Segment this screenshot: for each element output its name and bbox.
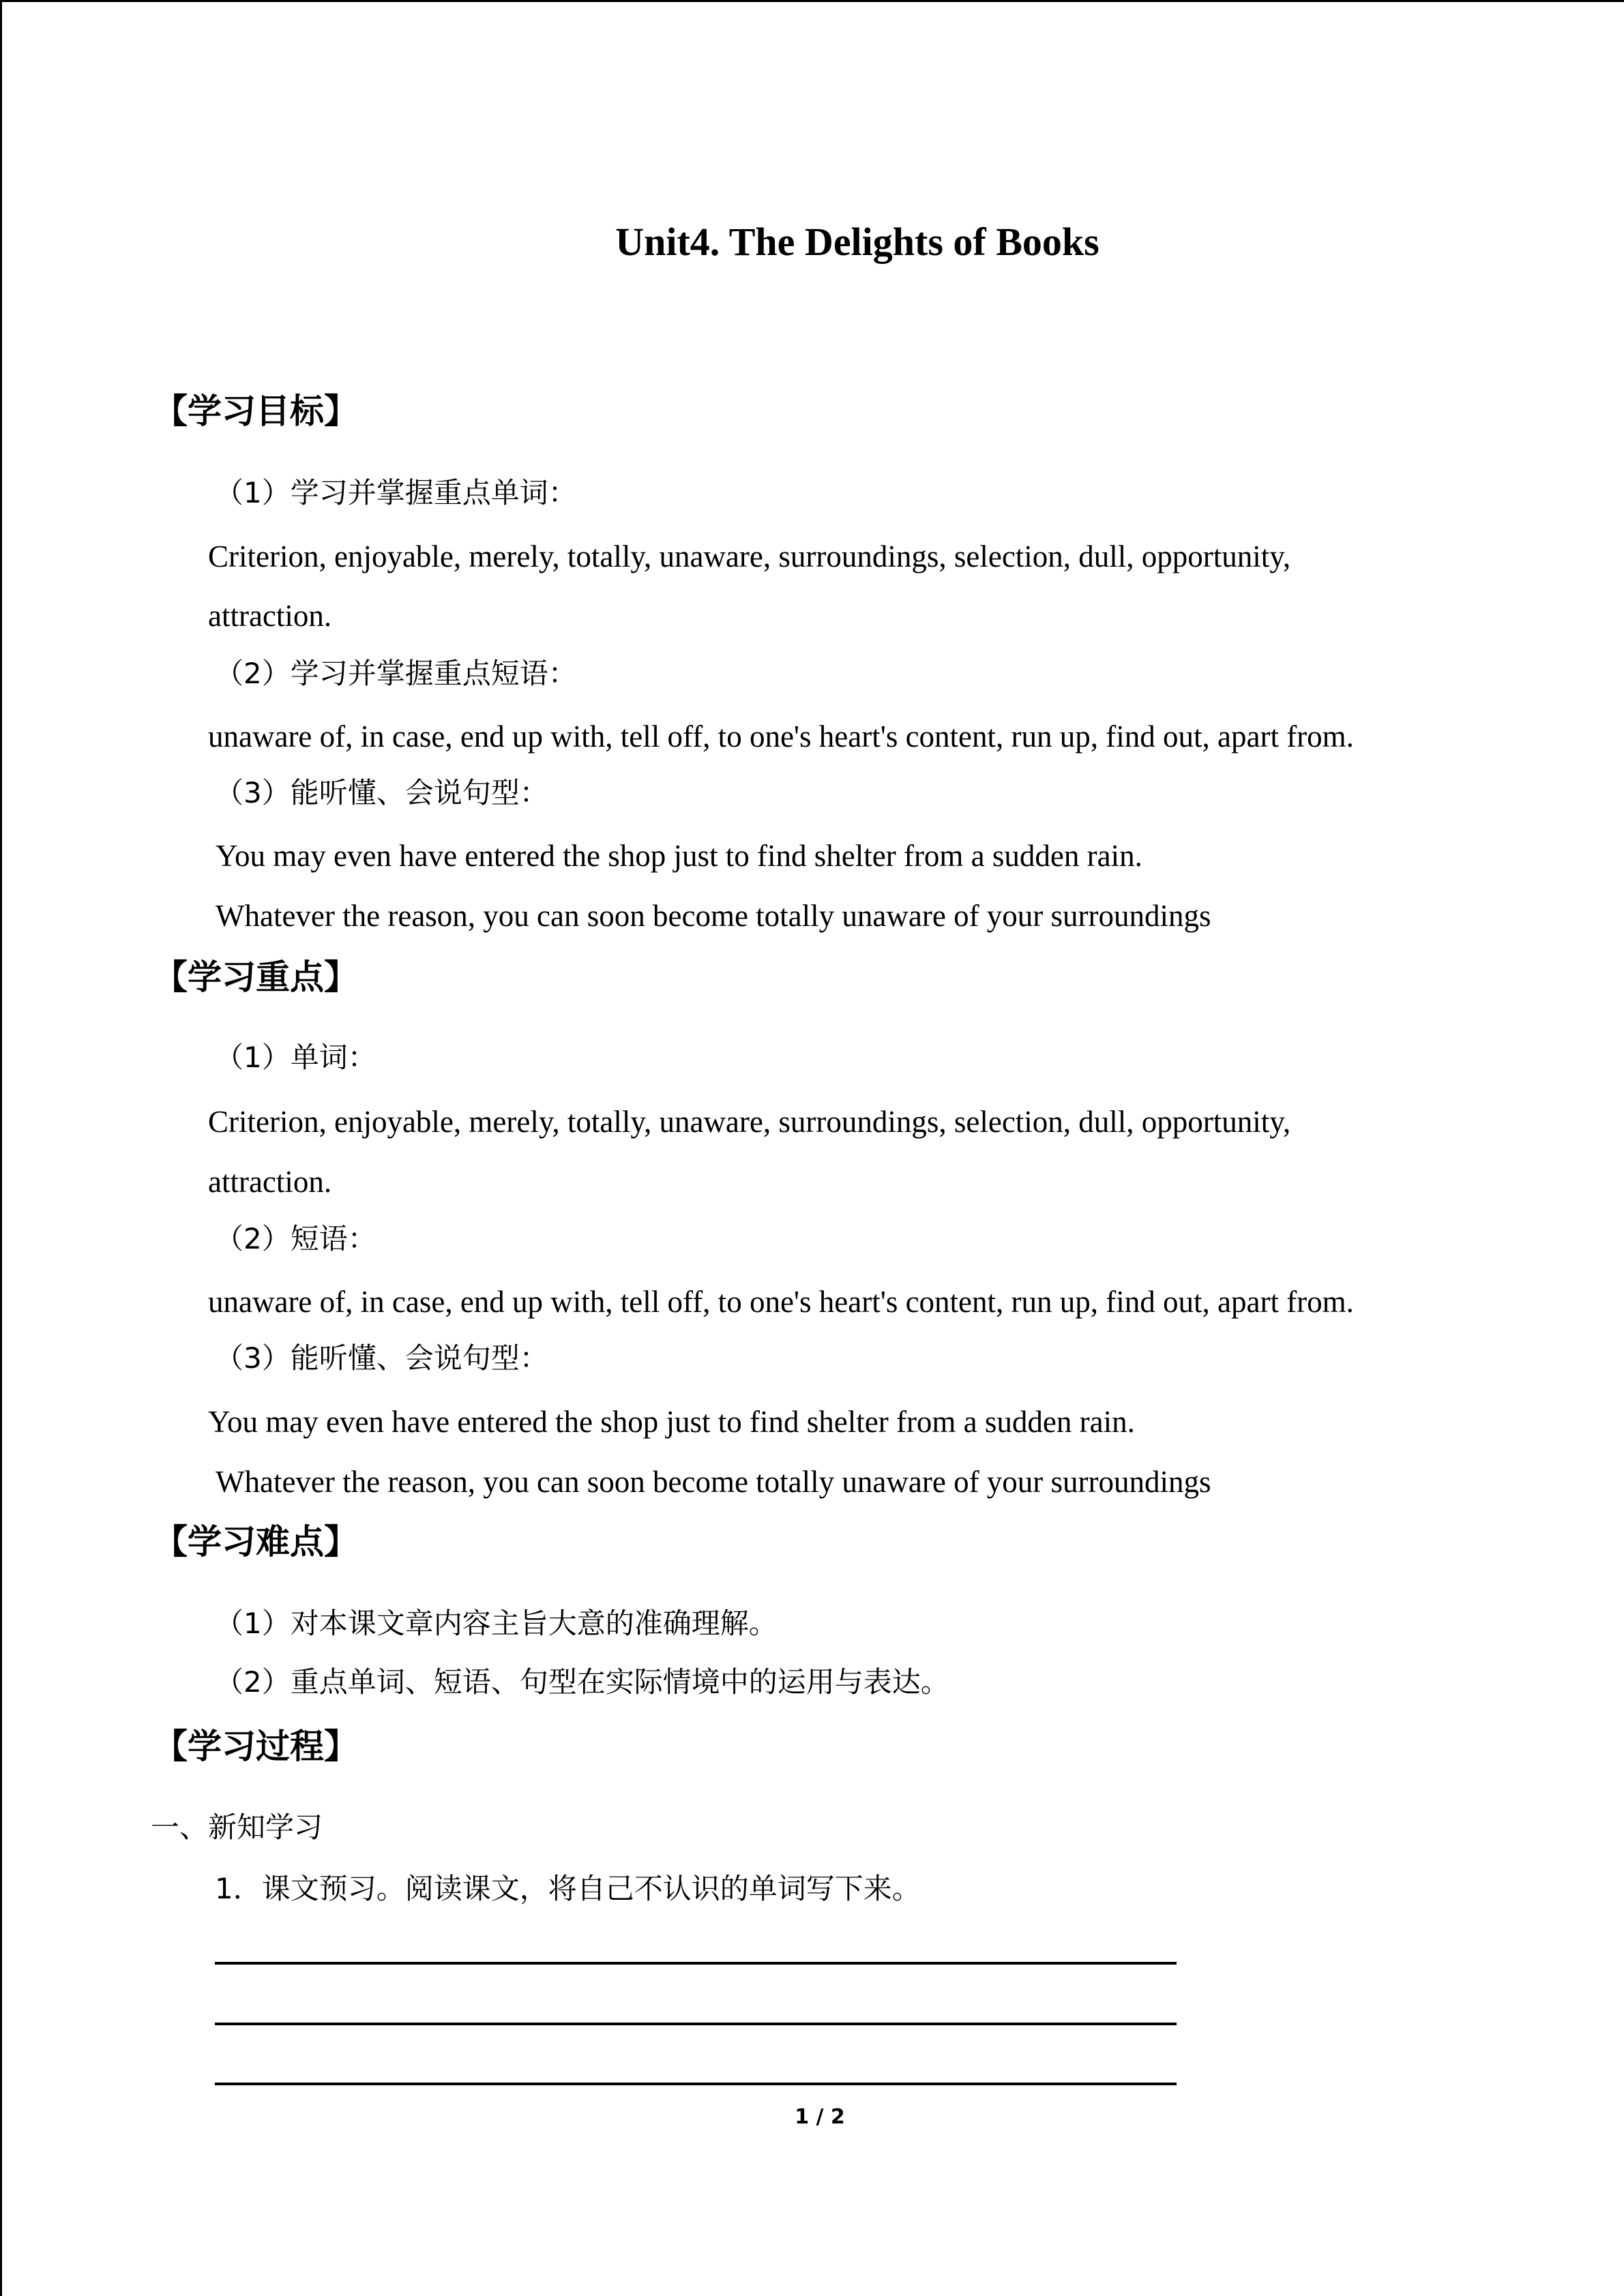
difficulties-item-2: （2）重点单词、短语、句型在实际情境中的运用与表达。 — [215, 1665, 949, 1699]
page-number: 1 / 2 — [795, 2105, 845, 2129]
objectives-heading: 【学习目标】 — [153, 391, 358, 431]
process-task-1: 1．课文预习。阅读课文，将自己不认识的单词写下来。 — [215, 1872, 921, 1905]
process-part-1: 一、新知学习 — [151, 1810, 323, 1844]
objectives-item-words: （1）学习并掌握重点单词： — [215, 476, 577, 509]
key-points-words-line1: Criterion, enjoyable, merely, totally, unaware, surroundings, selection, dull, opportunity, — [208, 1105, 1291, 1139]
key-points-sentence-2: Whatever the reason, you can soon become totally unaware of your surroundings — [216, 1465, 1211, 1499]
answer-line[interactable] — [215, 2083, 1177, 2085]
answer-line[interactable] — [215, 2023, 1177, 2025]
difficulties-heading: 【学习难点】 — [153, 1522, 358, 1562]
answer-line[interactable] — [215, 1962, 1177, 1965]
objectives-sentence-1: You may even have entered the shop just to find shelter from a sudden rain. — [216, 839, 1142, 873]
objectives-words-line2: attraction. — [208, 599, 332, 633]
objectives-item-phrases: （2）学习并掌握重点短语： — [215, 657, 577, 690]
key-points-words-line2: attraction. — [208, 1165, 332, 1199]
difficulties-item-1: （1）对本课文章内容主旨大意的准确理解。 — [215, 1607, 778, 1640]
objectives-phrases: unaware of, in case, end up with, tell off, to one's heart's content, run up, find out, apart from. — [208, 719, 1354, 754]
page-title: Unit4. The Delights of Books — [615, 220, 1099, 264]
objectives-sentence-2: Whatever the reason, you can soon become totally unaware of your surroundings — [216, 899, 1211, 933]
objectives-words-line1: Criterion, enjoyable, merely, totally, unaware, surroundings, selection, dull, opportunity, — [208, 539, 1291, 573]
key-points-item-sentences: （3）能听懂、会说句型： — [215, 1341, 548, 1375]
key-points-phrases: unaware of, in case, end up with, tell off, to one's heart's content, run up, find out, apart from. — [208, 1285, 1354, 1319]
process-heading: 【学习过程】 — [153, 1727, 358, 1766]
key-points-item-words: （1）单词： — [215, 1041, 377, 1074]
objectives-item-sentences: （3）能听懂、会说句型： — [215, 776, 548, 809]
key-points-heading: 【学习重点】 — [153, 957, 358, 997]
key-points-item-phrases: （2）短语： — [215, 1222, 377, 1255]
key-points-sentence-1: You may even have entered the shop just to find shelter from a sudden rain. — [208, 1405, 1135, 1439]
